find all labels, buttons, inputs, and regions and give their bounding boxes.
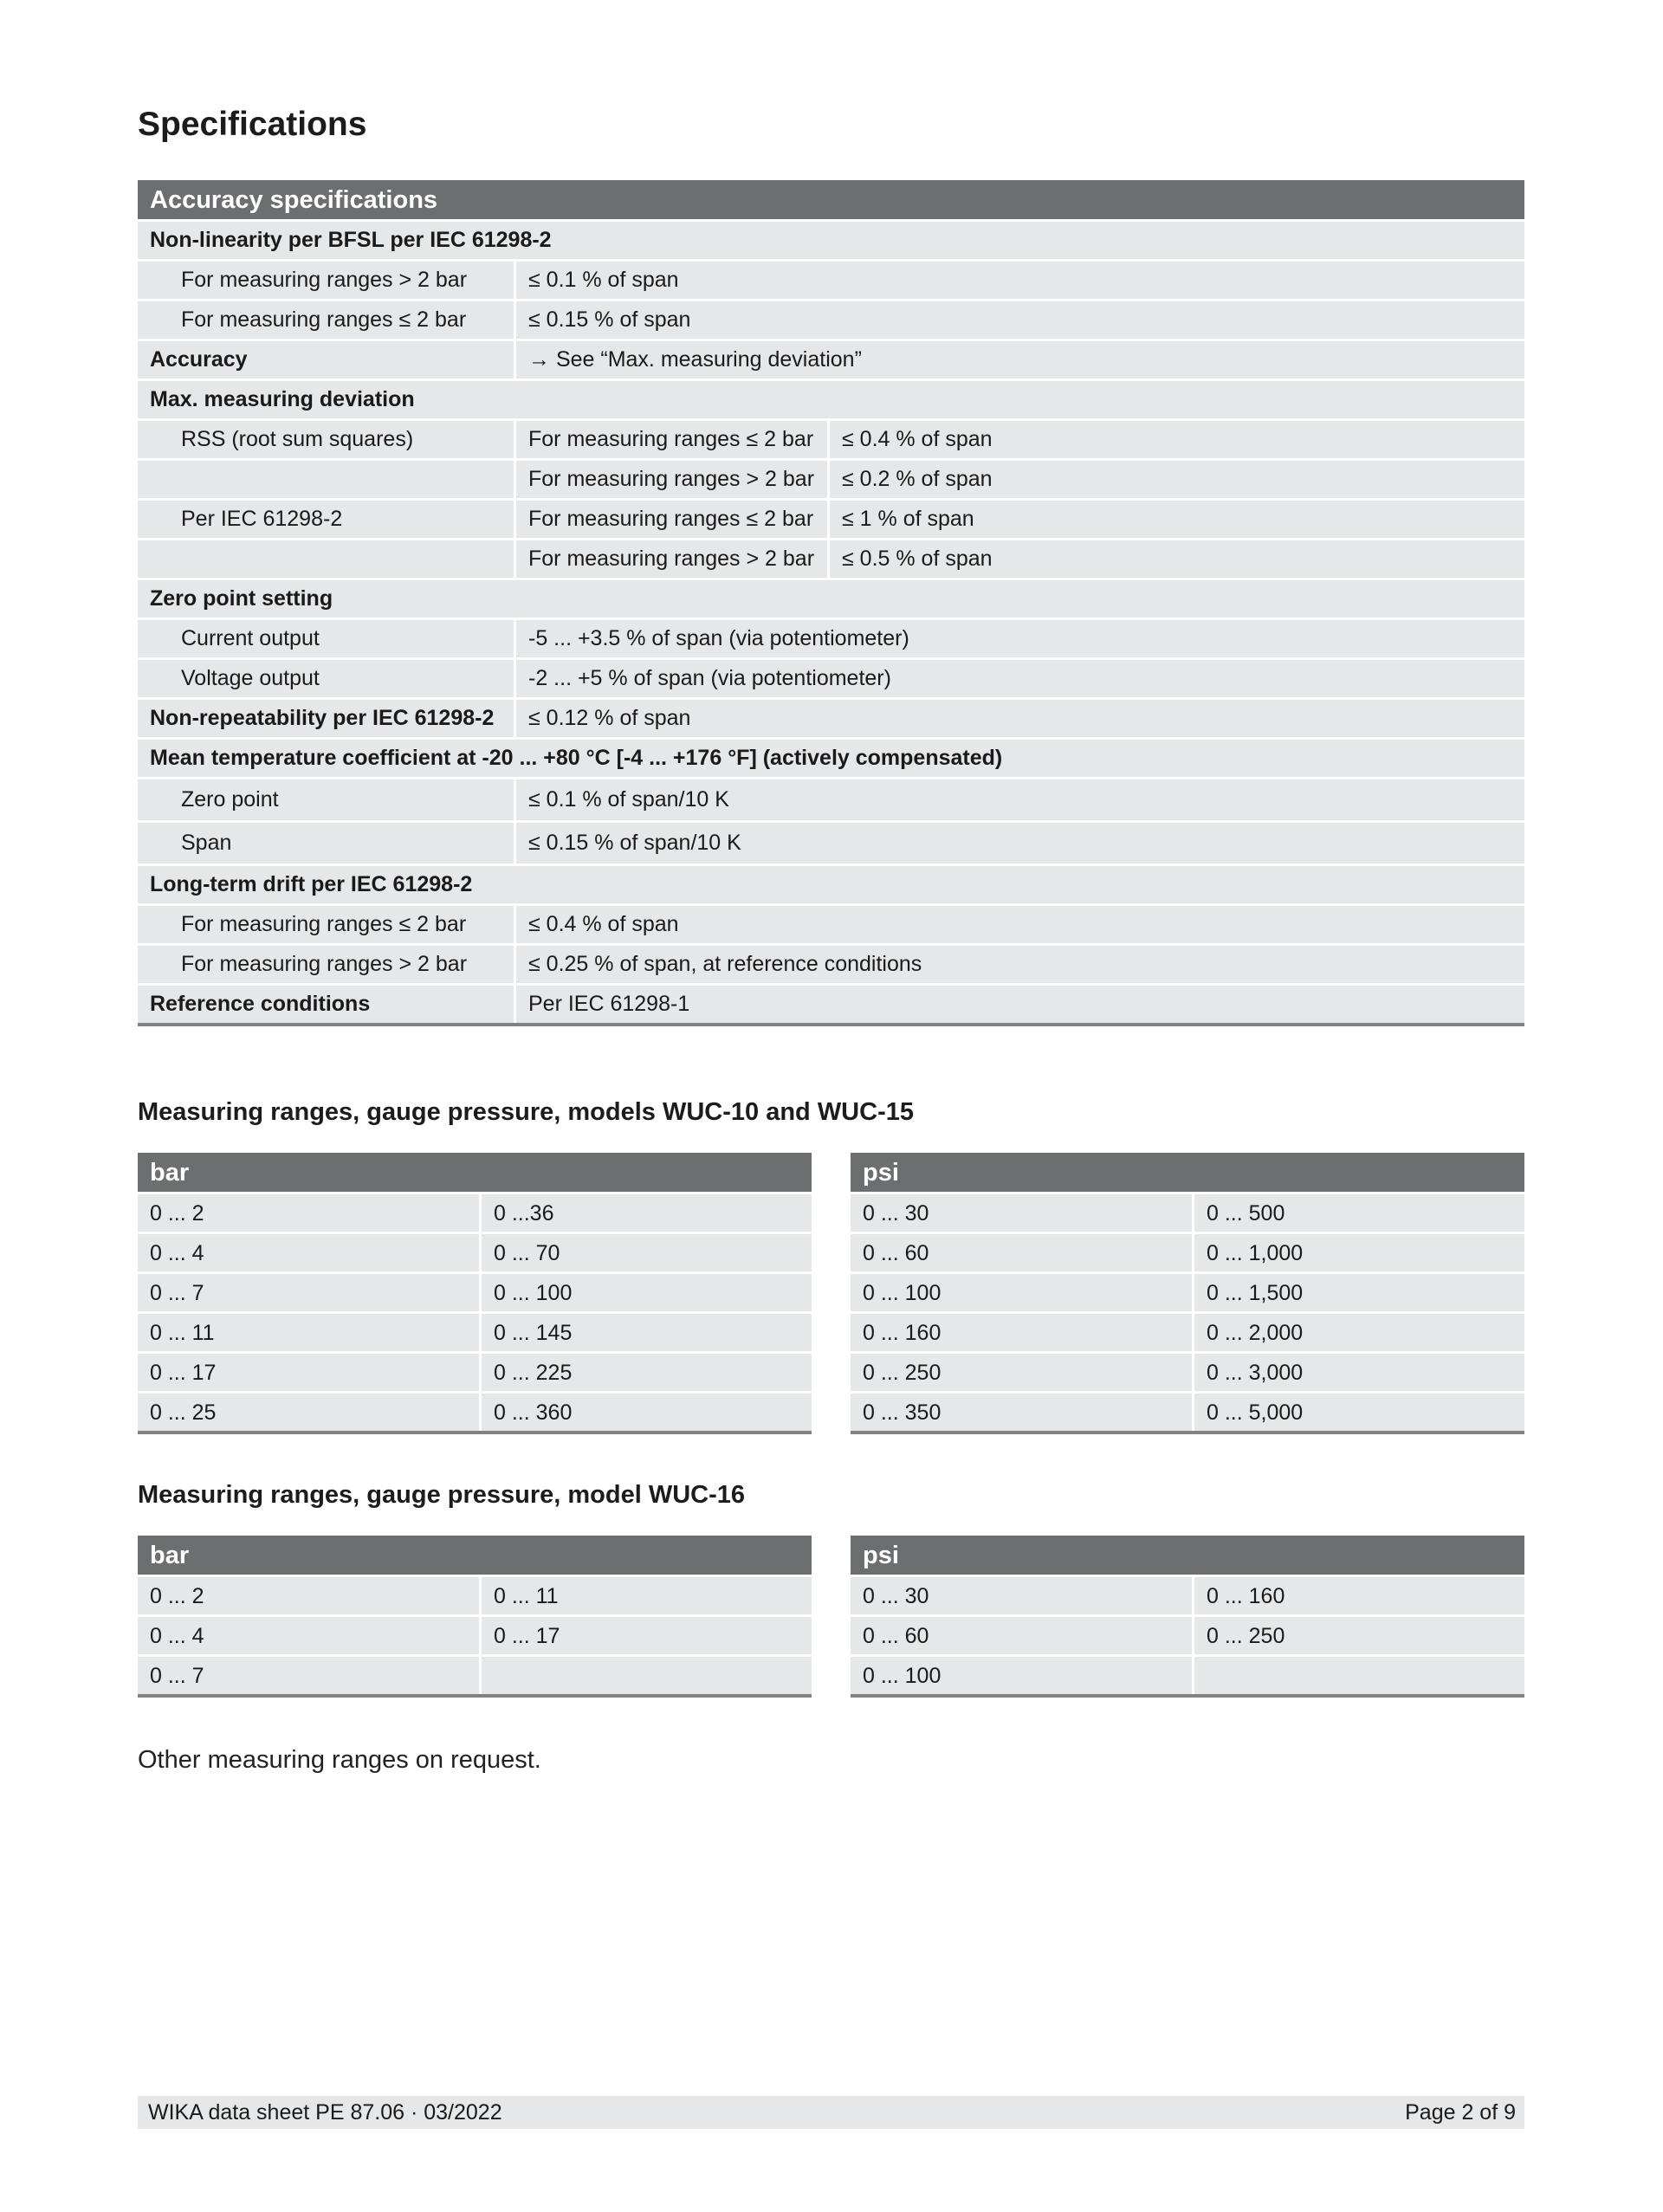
rss-label: RSS (root sum squares): [138, 421, 514, 458]
range-cell: 0 ... 2: [138, 1577, 479, 1614]
range-cell: 0 ... 30: [851, 1577, 1192, 1614]
row-label: For measuring ranges > 2 bar: [138, 946, 514, 983]
range-cell: 0 ... 5,000: [1194, 1394, 1524, 1431]
row-value: ≤ 1 % of span: [830, 501, 1524, 538]
range-cell: [482, 1657, 812, 1694]
range-cell: 0 ... 17: [138, 1354, 479, 1391]
table-row: [138, 501, 1524, 538]
max-deviation-label: Max. measuring deviation: [138, 381, 1524, 418]
table-row: [138, 421, 1524, 458]
table-row: [138, 1234, 812, 1271]
range-cell: 0 ... 7: [138, 1274, 479, 1311]
row-value: ≤ 0.4 % of span: [516, 906, 1524, 943]
empty-cell: [138, 540, 514, 578]
range-cell: 0 ... 250: [851, 1354, 1192, 1391]
range-cell: 0 ... 30: [851, 1194, 1192, 1232]
row-label: For measuring ranges ≤ 2 bar: [138, 906, 514, 943]
table-row: [138, 946, 1524, 983]
row-value: -2 ... +5 % of span (via potentiometer): [516, 660, 1524, 697]
table-bottom-rule: [138, 1694, 812, 1698]
table-row: [138, 1274, 812, 1311]
table-row: [851, 1354, 1524, 1391]
table-row: [851, 1394, 1524, 1431]
range-cell: 0 ... 160: [1194, 1577, 1524, 1614]
wuc10-bar-table: [138, 1153, 812, 1434]
wuc10-ranges-heading: Measuring ranges, gauge pressure, models WUC-10 and WUC-15: [138, 1098, 914, 1126]
empty-cell: [138, 461, 514, 498]
table-bottom-rule: [138, 1023, 1524, 1026]
long-term-drift-row: [138, 866, 1524, 903]
row-value: ≤ 0.4 % of span: [830, 421, 1524, 458]
footer-page-number: Page 2 of 9: [1405, 2100, 1516, 2125]
range-cell: 0 ... 11: [482, 1577, 812, 1614]
iec-label: Per IEC 61298-2: [138, 501, 514, 538]
long-term-drift-label: Long-term drift per IEC 61298-2: [138, 866, 1524, 903]
table-row: [138, 906, 1524, 943]
row-label: Current output: [138, 620, 514, 657]
row-label: Voltage output: [138, 660, 514, 697]
row-value: ≤ 0.15 % of span/10 K: [516, 823, 1524, 863]
footer-datasheet-label: WIKA data sheet PE 87.06 · 03/2022: [148, 2100, 502, 2125]
range-cell: 0 ... 4: [138, 1617, 479, 1654]
table-bottom-rule: [851, 1431, 1524, 1434]
row-value: ≤ 0.1 % of span/10 K: [516, 779, 1524, 820]
row-value: -5 ... +3.5 % of span (via potentiometer): [516, 620, 1524, 657]
row-value: ≤ 0.25 % of span, at reference conditions: [516, 946, 1524, 983]
table-row: [138, 1394, 812, 1431]
row-value: ≤ 0.1 % of span: [516, 262, 1524, 299]
range-cell: 0 ... 160: [851, 1314, 1192, 1351]
table-row: [138, 1657, 812, 1694]
reference-conditions-row: [138, 986, 1524, 1023]
table-row: [138, 1314, 812, 1351]
range-cell: 0 ... 17: [482, 1617, 812, 1654]
nonrepeatability-label: Non-repeatability per IEC 61298-2: [138, 700, 514, 737]
row-label: For measuring ranges > 2 bar: [138, 262, 514, 299]
range-cell: 0 ... 2: [138, 1194, 479, 1232]
range-cell: 0 ... 25: [138, 1394, 479, 1431]
row-label: Span: [138, 823, 514, 863]
table-row: [851, 1657, 1524, 1694]
accuracy-label: Accuracy: [138, 341, 514, 378]
nonlinearity-label: Non-linearity per BFSL per IEC 61298-2: [138, 222, 1524, 259]
accuracy-specifications-table: [138, 180, 1524, 1026]
row-value: ≤ 0.5 % of span: [830, 540, 1524, 578]
range-cell: [1194, 1657, 1524, 1694]
table-bottom-rule: [138, 1431, 812, 1434]
row-range: For measuring ranges ≤ 2 bar: [516, 421, 827, 458]
table-row: [851, 1617, 1524, 1654]
wuc10-psi-table: [851, 1153, 1524, 1434]
accuracy-value: → See “Max. measuring deviation”: [516, 341, 1524, 378]
table-row: [851, 1314, 1524, 1351]
table-row: [138, 301, 1524, 339]
range-cell: 0 ... 500: [1194, 1194, 1524, 1232]
table-row: [851, 1194, 1524, 1232]
range-cell: 0 ... 225: [482, 1354, 812, 1391]
row-label: Zero point: [138, 779, 514, 820]
range-cell: 0 ... 100: [851, 1274, 1192, 1311]
range-cell: 0 ... 100: [482, 1274, 812, 1311]
range-cell: 0 ...36: [482, 1194, 812, 1232]
accuracy-row: [138, 341, 1524, 378]
table-bottom-rule: [851, 1694, 1524, 1698]
table-row: [138, 1617, 812, 1654]
range-cell: 0 ... 60: [851, 1617, 1192, 1654]
range-cell: 0 ... 70: [482, 1234, 812, 1271]
range-cell: 0 ... 360: [482, 1394, 812, 1431]
psi-header: psi: [851, 1153, 1524, 1192]
range-cell: 0 ... 1,000: [1194, 1234, 1524, 1271]
range-cell: 0 ... 100: [851, 1657, 1192, 1694]
table-row: [138, 620, 1524, 657]
table-row: [138, 823, 1524, 863]
page-title: Specifications: [138, 106, 367, 143]
row-range: For measuring ranges > 2 bar: [516, 540, 827, 578]
psi-header: psi: [851, 1536, 1524, 1575]
temperature-coefficient-row: [138, 740, 1524, 777]
range-cell: 0 ... 2,000: [1194, 1314, 1524, 1351]
range-cell: 0 ... 4: [138, 1234, 479, 1271]
range-cell: 0 ... 350: [851, 1394, 1192, 1431]
range-cell: 0 ... 145: [482, 1314, 812, 1351]
accuracy-table-header: Accuracy specifications: [138, 180, 1524, 219]
wuc16-psi-table: [851, 1536, 1524, 1698]
table-row: [138, 1577, 812, 1614]
range-cell: 0 ... 1,500: [1194, 1274, 1524, 1311]
table-row: [138, 540, 1524, 578]
wuc16-bar-table: [138, 1536, 812, 1698]
table-row: [138, 262, 1524, 299]
table-row: [851, 1577, 1524, 1614]
zero-point-setting-label: Zero point setting: [138, 580, 1524, 618]
bar-header: bar: [138, 1153, 812, 1192]
table-row: [138, 660, 1524, 697]
page-footer: [138, 2096, 1524, 2129]
table-row: [138, 1354, 812, 1391]
wuc16-ranges-heading: Measuring ranges, gauge pressure, model WUC-16: [138, 1481, 746, 1509]
range-cell: 0 ... 60: [851, 1234, 1192, 1271]
row-range: For measuring ranges > 2 bar: [516, 461, 827, 498]
row-range: For measuring ranges ≤ 2 bar: [516, 501, 827, 538]
range-cell: 0 ... 3,000: [1194, 1354, 1524, 1391]
reference-conditions-label: Reference conditions: [138, 986, 514, 1023]
nonrepeatability-value: ≤ 0.12 % of span: [516, 700, 1524, 737]
table-row: [138, 461, 1524, 498]
zero-point-setting-row: [138, 580, 1524, 618]
row-label: For measuring ranges ≤ 2 bar: [138, 301, 514, 339]
range-cell: 0 ... 250: [1194, 1617, 1524, 1654]
row-value: ≤ 0.2 % of span: [830, 461, 1524, 498]
reference-conditions-value: Per IEC 61298-1: [516, 986, 1524, 1023]
table-row: [851, 1234, 1524, 1271]
temperature-coefficient-label: Mean temperature coefficient at -20 ... +80 °C [-4 ... +176 °F] (actively compensated): [138, 740, 1524, 777]
nonrepeatability-row: [138, 700, 1524, 737]
max-deviation-row: [138, 381, 1524, 418]
table-row: [851, 1274, 1524, 1311]
nonlinearity-row: [138, 222, 1524, 259]
row-value: ≤ 0.15 % of span: [516, 301, 1524, 339]
range-cell: 0 ... 7: [138, 1657, 479, 1694]
table-row: [138, 1194, 812, 1232]
other-ranges-note: Other measuring ranges on request.: [138, 1746, 541, 1774]
table-row: [138, 779, 1524, 820]
bar-header: bar: [138, 1536, 812, 1575]
range-cell: 0 ... 11: [138, 1314, 479, 1351]
